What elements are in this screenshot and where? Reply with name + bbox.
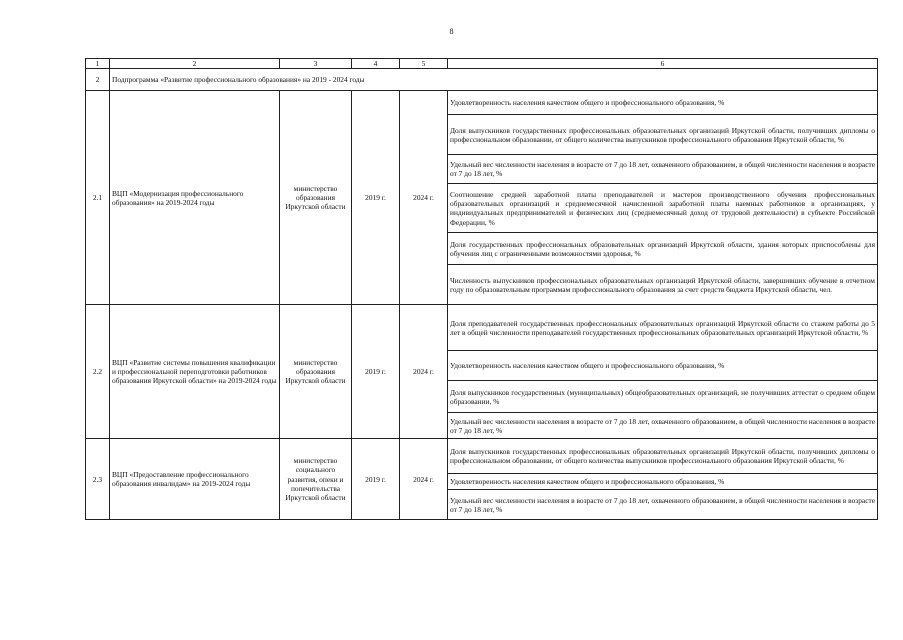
end-year: 2024 г. — [400, 439, 448, 520]
indicator-text: Доля государственных профессиональных образовательных организаций Иркутской области, здания которых приспособлены для обучения лиц с ограниченными возможностями здоровья, % — [448, 233, 878, 265]
indicator-text: Доля выпускников государственных профессиональных образовательных организаций Иркутской области, получивших дипломы о профессиональном образовании, от общего количества выпускников профессионального образования Иркутской области, % — [448, 115, 878, 155]
end-year: 2024 г. — [400, 305, 448, 439]
indicator-text: Удовлетворенность населения качеством общего и профессионального образования, % — [448, 91, 878, 115]
row-number: 2.3 — [86, 439, 110, 520]
program-rows — [86, 91, 878, 520]
executor: министерство образования Иркутской области — [280, 91, 352, 305]
indicator-row — [86, 91, 878, 115]
indicator-text: Удельный вес численности населения в возрасте от 7 до 18 лет, охваченного образованием, в общей численности населения в возрасте от 7 до 18 лет, % — [448, 490, 878, 520]
indicator-text: Численность выпускников профессиональных образовательных организаций Иркутской области, завершивших обучение в отчетном году по образовательным программам профессионального образования за счет средств бюджета Иркутской области, чел. — [448, 265, 878, 305]
indicator-text: Удовлетворенность населения качеством общего и профессионального образования, % — [448, 474, 878, 490]
program-table — [85, 58, 878, 520]
column-number: 2 — [110, 59, 280, 69]
executor: министерство социального развития, опеки и попечительства Иркутской области — [280, 439, 352, 520]
executor: министерство образования Иркутской области — [280, 305, 352, 439]
start-year: 2019 г. — [352, 91, 400, 305]
indicator-text: Удовлетворенность населения качеством общего и профессионального образования, % — [448, 351, 878, 381]
start-year: 2019 г. — [352, 305, 400, 439]
indicator-row — [86, 439, 878, 474]
column-number-row — [86, 59, 878, 69]
end-year: 2024 г. — [400, 91, 448, 305]
indicator-text: Удельный вес численности населения в возрасте от 7 до 18 лет, охваченного образованием, в общей численности населения в возрасте от 7 до 18 лет, % — [448, 155, 878, 184]
indicator-text: Доля преподавателей государственных профессиональных образовательных организаций Иркутской области со стажем работы до 5 лет в общей численности преподавателей государственных профессиональных образовательных организаций Иркутской области, % — [448, 305, 878, 351]
column-number: 4 — [352, 59, 400, 69]
column-number: 6 — [448, 59, 878, 69]
indicator-row — [86, 305, 878, 351]
program-name: ВЦП «Предоставление профессионального образования инвалидам» на 2019-2024 годы — [110, 439, 280, 520]
column-number: 1 — [86, 59, 110, 69]
indicator-text: Доля выпускников государственных профессиональных образовательных организаций Иркутской области, получивших дипломы о профессиональном образовании, от общего количества выпускников профессионального образования Иркутской области, % — [448, 439, 878, 474]
page-number: 8 — [449, 27, 454, 36]
indicator-text: Удельный вес численности населения в возрасте от 7 до 18 лет, охваченного образованием, в общей численности населения в возрасте от 7 до 18 лет, % — [448, 413, 878, 439]
column-number: 3 — [280, 59, 352, 69]
subprogram-number: 2 — [86, 69, 110, 91]
row-number: 2.1 — [86, 91, 110, 305]
indicator-text: Доля выпускников государственных (муниципальных) общеобразовательных организаций, не получивших аттестат о среднем общем образовании, % — [448, 381, 878, 413]
column-number: 5 — [400, 59, 448, 69]
program-name: ВЦП «Развитие системы повышения квалификации и профессиональной переподготовки работников образования Иркутской области» на 2019-2024 годы — [110, 305, 280, 439]
subprogram-title: Подпрограмма «Развитие профессионального образования» на 2019 - 2024 годы — [110, 69, 878, 91]
program-name: ВЦП «Модернизация профессионального образования» на 2019-2024 годы — [110, 91, 280, 305]
row-number: 2.2 — [86, 305, 110, 439]
subprogram-row — [86, 69, 878, 91]
start-year: 2019 г. — [352, 439, 400, 520]
indicator-text: Соотношение средней заработной платы преподавателей и мастеров производственного обучения профессиональных образовательных организаций и среднемесячной начисленной заработной платы наемных работников в организациях, у индивидуальных предпринимателей и физических лиц (среднемесячный доход от трудовой деятельности) в субъекте Российской Федерации, % — [448, 184, 878, 233]
